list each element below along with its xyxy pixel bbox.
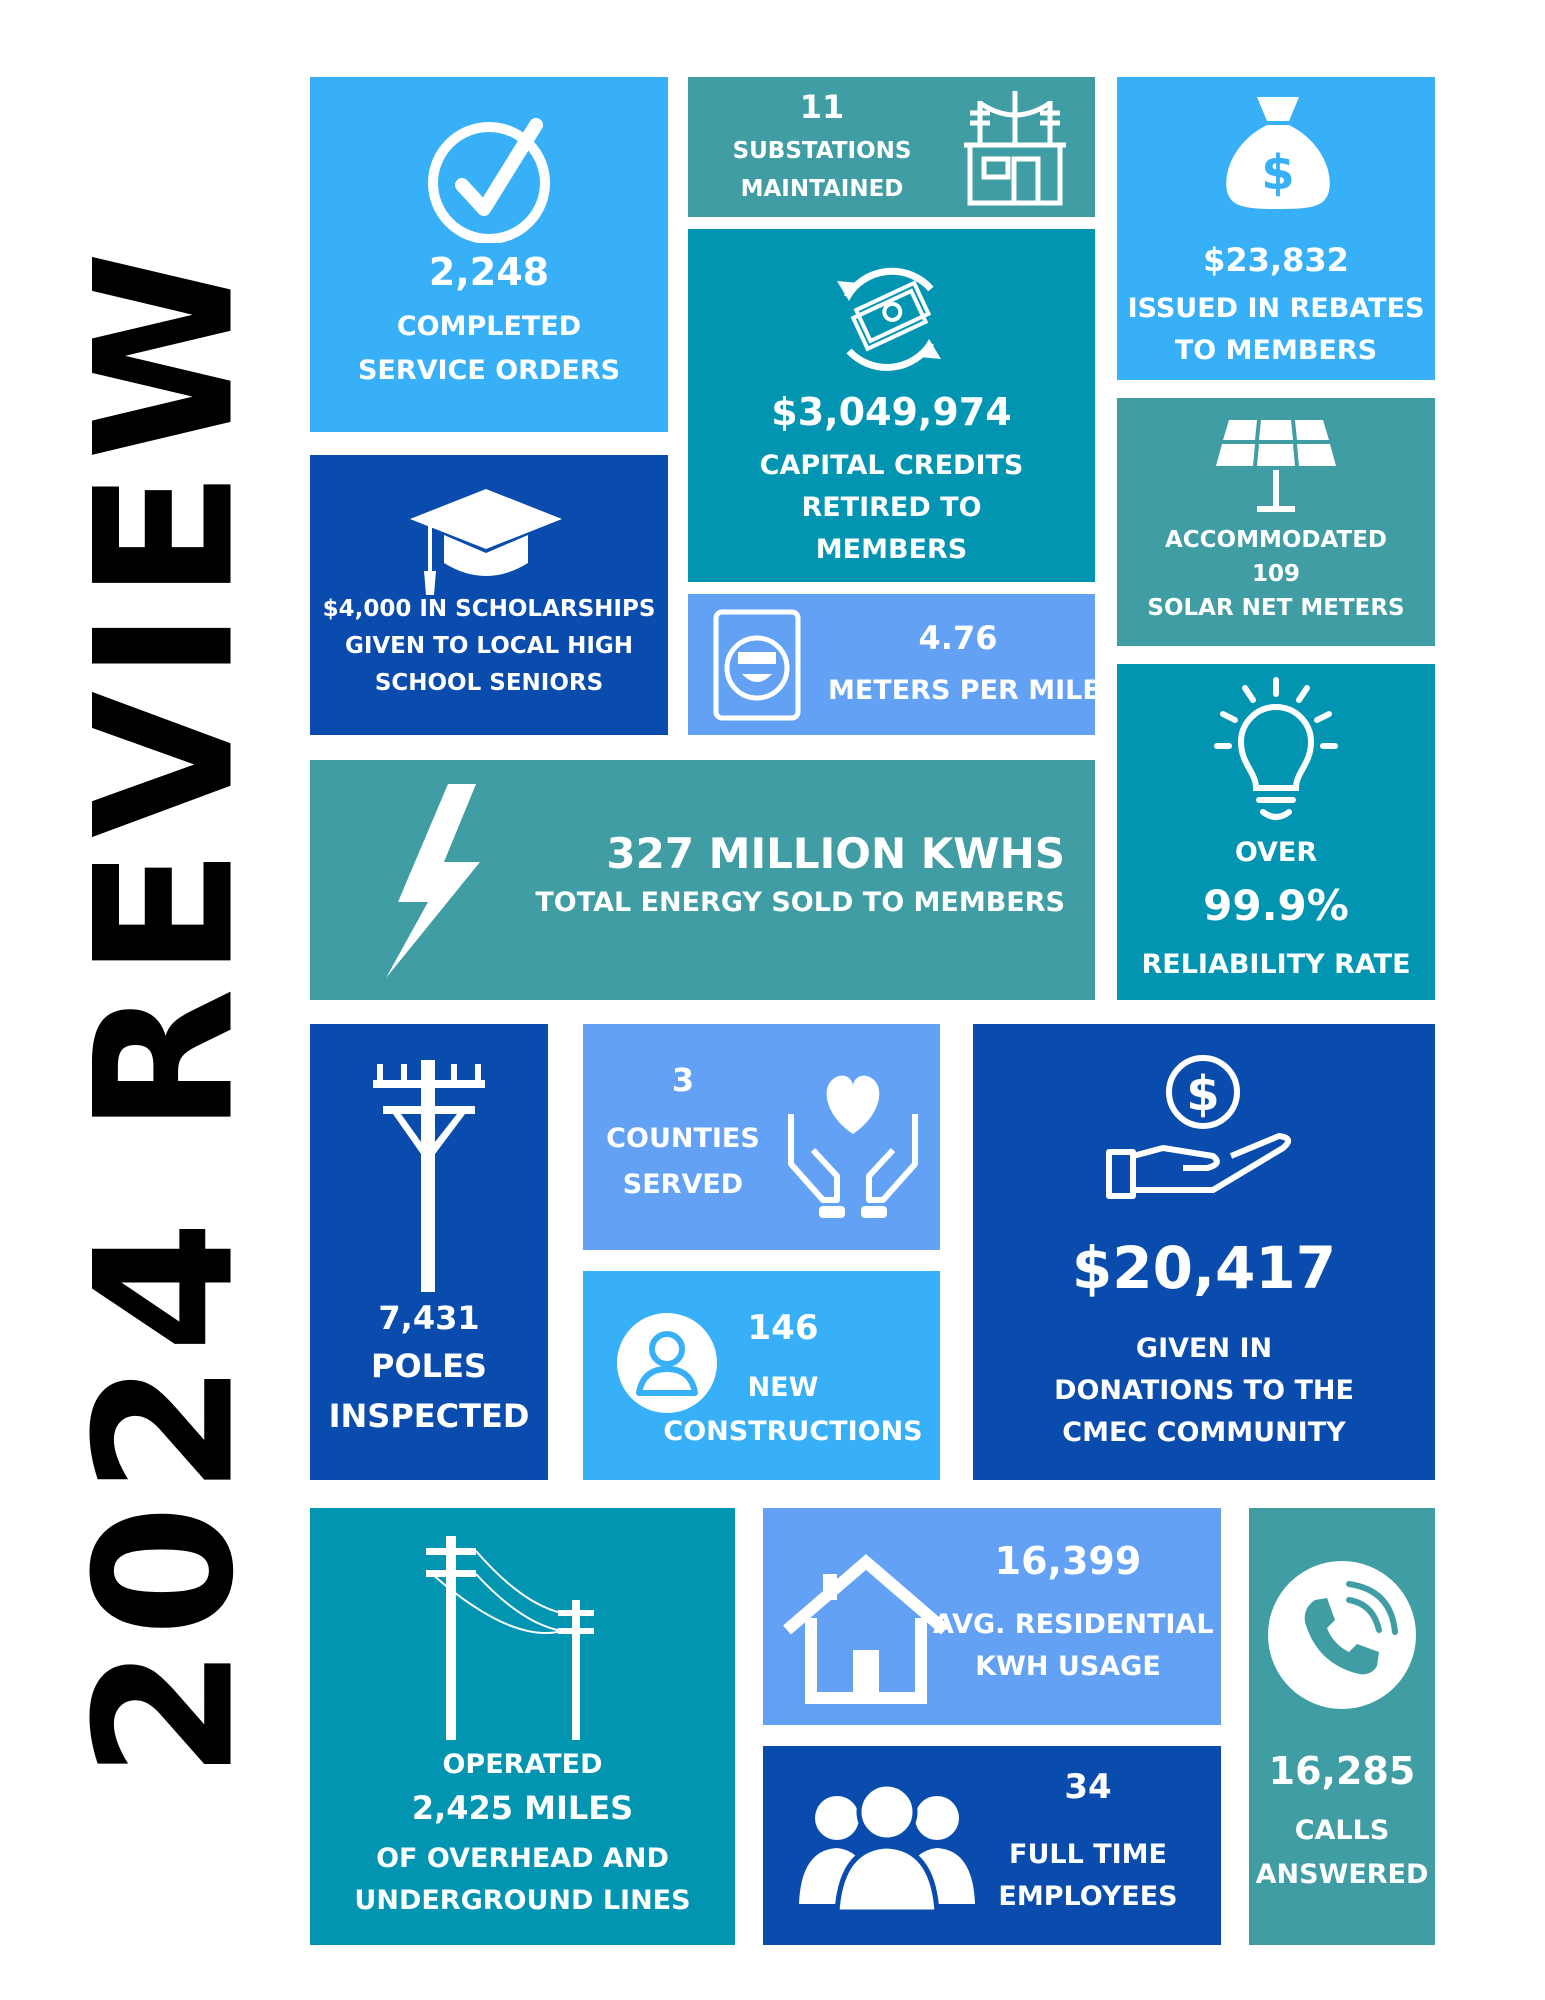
tile-service-orders: [310, 77, 668, 432]
page-title: 2024 REVIEW: [54, 240, 276, 1780]
tile-substations: [688, 77, 1095, 217]
reliability-line1: OVER: [1234, 837, 1318, 868]
counties-value: 3: [671, 1061, 695, 1099]
tile-counties: [583, 1024, 940, 1250]
solar-panel-icon: [1213, 418, 1339, 516]
tile-capital-credits: [688, 229, 1095, 582]
reliability-line2: RELIABILITY RATE: [1141, 949, 1411, 980]
tile-calls: [1249, 1508, 1435, 1945]
calls-line1: CALLS: [1294, 1815, 1390, 1846]
capital-credits-line3: MEMBERS: [815, 534, 968, 565]
constructions-line2: CONSTRUCTIONS: [663, 1416, 923, 1447]
electric-meter-icon: [712, 608, 802, 722]
svg-text:$: $: [1261, 145, 1295, 201]
tile-constructions: [583, 1271, 940, 1480]
people-group-icon: [797, 1776, 977, 1916]
tile-lines: [310, 1508, 735, 1945]
energy-value: 327 MILLION KWHS: [606, 829, 1065, 878]
donations-line2: DONATIONS TO THE: [1054, 1375, 1354, 1406]
residential-line1: AVG. RESIDENTIAL: [933, 1609, 1214, 1640]
reliability-value: 99.9%: [1203, 881, 1349, 930]
substations-value: 11: [799, 88, 845, 126]
meters-value: 4.76: [918, 619, 998, 657]
rebates-value: $23,832: [1203, 241, 1349, 279]
constructions-line1: NEW: [747, 1372, 819, 1403]
employees-line1: FULL TIME: [1009, 1839, 1167, 1870]
scholarships-line1: $4,000 IN SCHOLARSHIPS: [322, 596, 656, 622]
substations-line1: SUBSTATIONS: [732, 138, 912, 164]
residential-line2: KWH USAGE: [975, 1651, 1161, 1682]
substation-icon: [950, 87, 1080, 207]
cash-cycle-icon: [819, 259, 959, 379]
graduation-cap-icon: [406, 485, 566, 601]
light-bulb-icon: [1211, 676, 1341, 826]
lines-value: 2,425 MILES: [411, 1789, 634, 1827]
hand-coin-icon: [1103, 1052, 1303, 1202]
scholarships-line2: GIVEN TO LOCAL HIGH: [344, 633, 634, 659]
poles-value: 7,431: [378, 1299, 480, 1337]
lightning-bolt-icon: [384, 782, 484, 978]
calls-value: 16,285: [1268, 1749, 1416, 1793]
tile-poles: [310, 1024, 548, 1480]
calls-line2: ANSWERED: [1255, 1859, 1429, 1890]
lines-line1: OPERATED: [442, 1749, 603, 1780]
house-icon: [781, 1554, 951, 1704]
tile-meters: [688, 594, 1101, 735]
money-bag-icon: [1221, 91, 1335, 211]
poles-line2: INSPECTED: [328, 1397, 530, 1435]
checkmark-circle-icon: [424, 113, 554, 243]
meters-line1: METERS PER MILE: [828, 675, 1101, 706]
solar-line1: ACCOMMODATED: [1164, 527, 1388, 553]
svg-text:$: $: [1186, 1066, 1220, 1122]
tile-solar: [1117, 398, 1435, 646]
service-orders-value: 2,248: [428, 250, 550, 294]
tile-donations: [973, 1024, 1435, 1480]
tile-reliability: [1117, 664, 1435, 1000]
tile-rebates: [1117, 77, 1435, 380]
donations-line3: CMEC COMMUNITY: [1062, 1417, 1346, 1448]
constructions-value: 146: [747, 1308, 819, 1348]
lines-line3: UNDERGROUND LINES: [354, 1885, 691, 1916]
donations-line1: GIVEN IN: [1135, 1333, 1273, 1364]
rebates-line2: TO MEMBERS: [1174, 335, 1378, 366]
tile-energy: [310, 760, 1095, 1000]
solar-value: 109: [1251, 561, 1300, 587]
capital-credits-line2: RETIRED TO: [801, 492, 982, 523]
energy-line1: TOTAL ENERGY SOLD TO MEMBERS: [535, 887, 1065, 918]
donations-value: $20,417: [1071, 1234, 1337, 1302]
employees-line2: EMPLOYEES: [998, 1881, 1178, 1912]
capital-credits-value: $3,049,974: [771, 390, 1012, 434]
person-icon: [615, 1311, 719, 1415]
tile-employees: [763, 1746, 1221, 1945]
residential-value: 16,399: [994, 1539, 1142, 1583]
substations-line2: MAINTAINED: [740, 176, 904, 202]
employees-value: 34: [1064, 1767, 1112, 1807]
service-orders-line2: SERVICE ORDERS: [357, 355, 621, 386]
service-orders-line1: COMPLETED: [396, 311, 582, 342]
lines-line2: OF OVERHEAD AND: [376, 1843, 669, 1874]
tile-scholarships: [310, 455, 668, 735]
power-lines-icon: [422, 1534, 622, 1740]
poles-line1: POLES: [371, 1347, 487, 1385]
utility-pole-icon: [369, 1054, 489, 1294]
heart-hands-icon: [783, 1064, 923, 1224]
counties-line2: SERVED: [622, 1169, 744, 1200]
scholarships-line3: SCHOOL SENIORS: [374, 670, 604, 696]
rebates-line1: ISSUED IN REBATES: [1127, 293, 1425, 324]
solar-line2: SOLAR NET METERS: [1147, 595, 1405, 621]
tile-residential: [763, 1508, 1221, 1725]
capital-credits-line1: CAPITAL CREDITS: [759, 450, 1024, 481]
phone-icon: [1267, 1560, 1417, 1710]
counties-line1: COUNTIES: [606, 1123, 760, 1154]
